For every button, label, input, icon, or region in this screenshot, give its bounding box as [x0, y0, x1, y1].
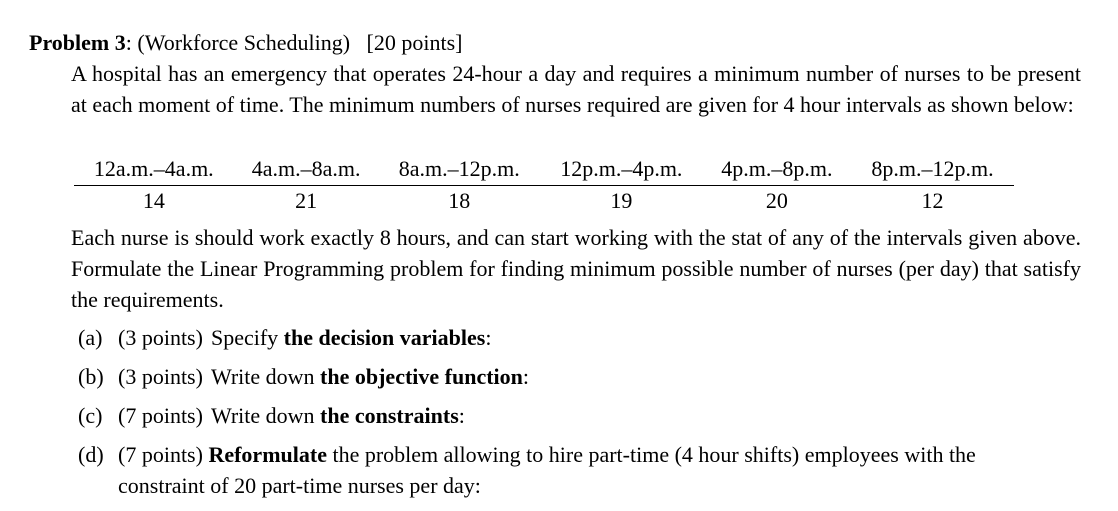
interval-header: 8p.m.–12p.m. — [851, 153, 1014, 186]
nurse-count-cell: 14 — [142, 188, 165, 213]
subquestion-b — [78, 361, 529, 392]
subquestion-emphasis: Reformulate — [208, 442, 327, 467]
interval-header: 8a.m.–12p.m. — [379, 153, 540, 186]
nurse-count-cell: 20 — [765, 188, 788, 213]
subquestion-emphasis: the constraints — [320, 403, 459, 428]
problem-label: Problem 3 — [29, 30, 126, 55]
requirements-table — [74, 153, 1014, 216]
interval-header: 4a.m.–8a.m. — [234, 153, 379, 186]
intro-paragraph: A hospital has an emergency that operates 24-hour a day and requires a minimum number of nurses to be present at each moment of time. The minimum numbers of nurses required are given for 4 hour intervals as shown below: — [71, 61, 1081, 117]
subquestion-label: (c) — [78, 403, 103, 428]
problem-points: [20 points] — [366, 30, 463, 55]
formulation-paragraph: Each nurse is should work exactly 8 hours, and can start working with the stat of any of the intervals given above. Formulate the Linear Programming problem for finding minimum possible number of nurses (per day) that satisfy the requirements. — [71, 225, 1081, 312]
subquestion-emphasis: the objective function — [320, 364, 523, 389]
interval-header: 12p.m.–4p.m. — [540, 153, 703, 186]
subquestion-suffix: : — [458, 403, 465, 428]
nurse-count-cell: 12 — [921, 188, 944, 213]
subquestion-suffix: : — [485, 325, 492, 350]
subquestion-points: (3 points) — [118, 325, 203, 350]
subquestion-text: Specify — [210, 325, 284, 350]
subquestion-points: (7 points) — [118, 442, 203, 467]
interval-header: 12a.m.–4a.m. — [74, 153, 234, 186]
subquestion-points: (3 points) — [118, 364, 203, 389]
interval-header-row — [74, 153, 1014, 186]
subquestion-text: Write down — [210, 403, 321, 428]
subquestion-text-continued: constraint of 20 part-time nurses per day: — [118, 473, 481, 498]
subquestion-suffix: : — [522, 364, 530, 389]
subquestion-text: Write down — [210, 364, 321, 389]
subquestion-a — [78, 322, 491, 353]
nurse-count-cell: 18 — [448, 188, 471, 213]
nurse-count-cell: 21 — [295, 188, 318, 213]
subquestion-c — [78, 400, 465, 431]
subquestion-label: (a) — [78, 325, 103, 350]
nurse-count-row — [74, 186, 1014, 217]
subquestion-d — [78, 439, 1081, 501]
nurse-count-cell: 19 — [610, 188, 633, 213]
subquestion-label: (b) — [78, 364, 104, 389]
subquestion-label: (d) — [78, 442, 104, 467]
interval-header: 4p.m.–8p.m. — [703, 153, 851, 186]
subquestion-text: the problem allowing to hire part-time (4 hour shifts) employees with the — [326, 442, 976, 467]
subquestion-points: (7 points) — [118, 403, 203, 428]
problem-heading — [29, 28, 462, 58]
subquestion-emphasis: the decision variables — [283, 325, 486, 350]
problem-title: : (Workforce Scheduling) — [125, 30, 351, 55]
